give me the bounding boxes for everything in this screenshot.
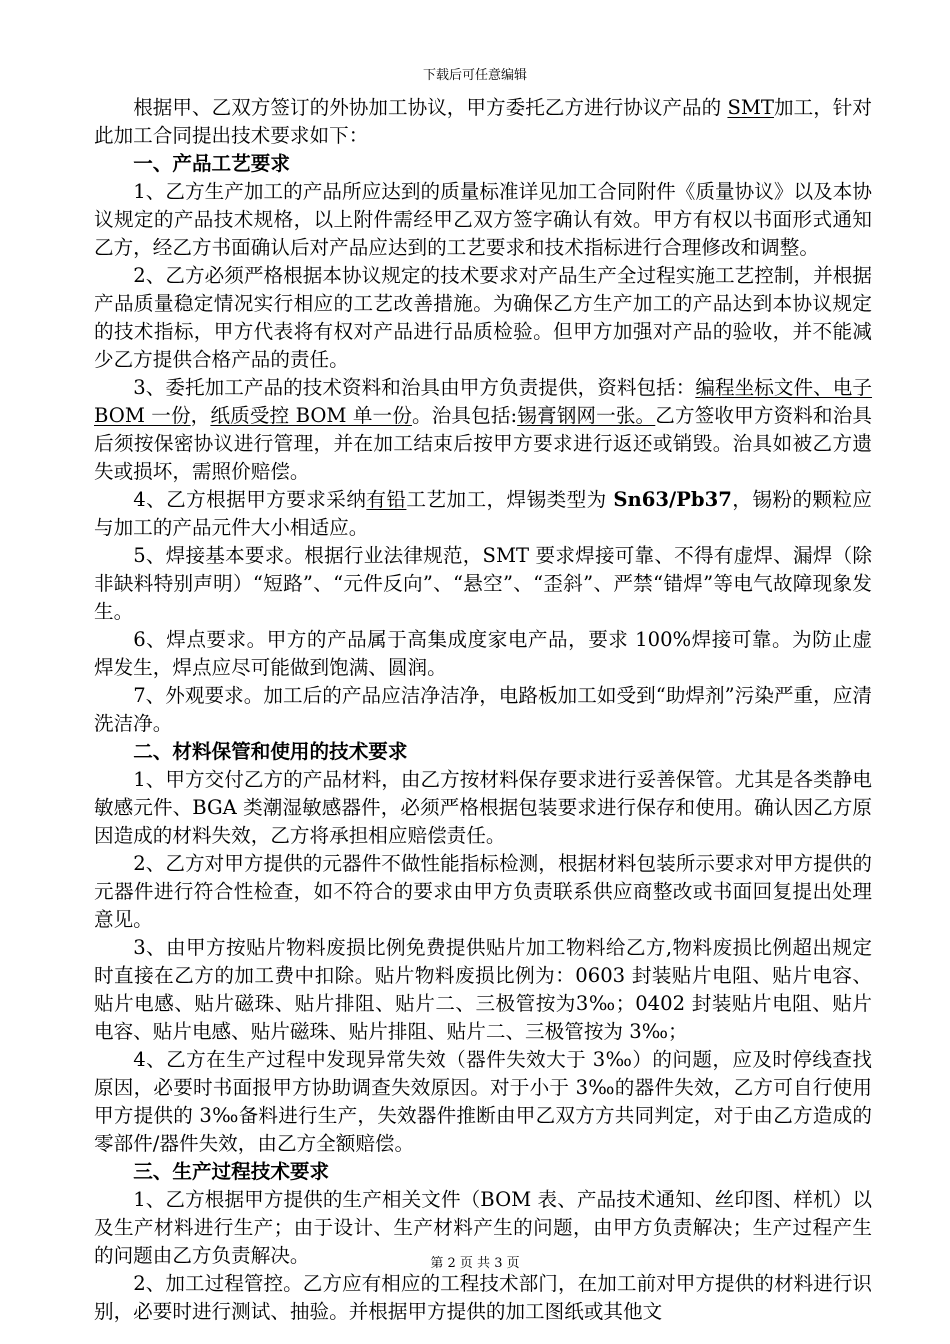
section-2-para-3: 3、由甲方按贴片物料废损比例免费提供贴片加工物料给乙方,物料废损比例超出规定时直接在乙方的加工费中扣除。贴片物料废损比例为：0603 封装贴片电阻、贴片电容、贴片电感、贴片磁珠、贴片排阻、贴片二、三极管按为3‰；0402 封装贴片电阻、贴片电容、贴片电感、贴片磁珠、贴片排阻、贴片二、三极管按为 3‰；: [94, 936, 872, 1043]
section-3-para-1: 1、乙方根据甲方提供的生产相关文件（BOM 表、产品技术通知、丝印图、样机）以及生产材料进行生产；由于设计、生产材料产生的问题，由甲方负责解决；生产过程产生的问题由乙方负责解决。: [94, 1188, 872, 1267]
smt-term: SMT: [727, 96, 774, 119]
section-3-para-2: 2、加工过程管控。乙方应有相应的工程技术部门，在加工前对甲方提供的材料进行识别，必要时进行测试、抽验。并根据甲方提供的加工图纸或其他文: [94, 1272, 872, 1323]
page-header: 下载后可任意编辑: [422, 68, 527, 83]
section-3-heading: 三、生产过程技术要求: [133, 1160, 330, 1183]
section-1-para-5: 5、焊接基本要求。根据行业法律规范，SMT 要求焊接可靠、不得有虚焊、漏焊（除非缺料特别声明）“短路”、“元件反向”、“悬空”、“歪斜”、严禁“错焊”等电气故障现象发生。: [94, 544, 872, 623]
section-1-para-6: 6、焊点要求。甲方的产品属于高集成度家电产品，要求 100%焊接可靠。为防止虚焊发生，焊点应尽可能做到饱满、圆润。: [94, 628, 872, 679]
document-body: [94, 94, 872, 1326]
section-1-para-3: 3、委托加工产品的技术资料和治具由甲方负责提供，资料包括：编程坐标文件、电子 BOM 一份，纸质受控 BOM 单一份。治具包括:锡膏钢网一张。乙方签收甲方资料和治具后须按保密协议进行管理，并在加工结束后按甲方要求进行返还或销毁。治具如被乙方遗失或损坏，需照价赔偿。: [94, 376, 873, 483]
section-1-para-2: 2、乙方必须严格根据本协议规定的技术要求对产品生产全过程实施工艺控制，并根据产品质量稳定情况实行相应的工艺改善措施。为确保乙方生产加工的产品达到本协议规定的技术指标，甲方代表将有权对产品进行品质检验。但甲方加强对产品的验收，并不能减少乙方提供合格产品的责任。: [94, 264, 872, 371]
section-1-para-4: 4、乙方根据甲方要求采纳有铅工艺加工，焊锡类型为 Sn63/Pb37，锡粉的颗粒应与加工的产品元件大小相适应。: [94, 488, 873, 539]
section-2-para-1: 1、甲方交付乙方的产品材料，由乙方按材料保存要求进行妥善保管。尤其是各类静电敏感元件、BGA 类潮湿敏感器件，必须严格根据包装要求进行保存和使用。确认因乙方原因造成的材料失效，乙方将承担相应赔偿责任。: [94, 768, 872, 847]
intro-paragraph: 根据甲、乙双方签订的外协加工协议，甲方委托乙方进行协议产品的 SMT加工，针对此加工合同提出技术要求如下：: [94, 96, 873, 147]
section-2-para-2: 2、乙方对甲方提供的元器件不做性能指标检测，根据材料包装所示要求对甲方提供的元器件进行符合性检查，如不符合的要求由甲方负责联系供应商整改或书面回复提出处理意见。: [94, 852, 872, 931]
section-1-para-1: 1、乙方生产加工的产品所应达到的质量标准详见加工合同附件《质量协议》以及本协议规定的产品技术规格，以上附件需经甲乙双方签字确认有效。甲方有权以书面形式通知乙方，经乙方书面确认后对产品应达到的工艺要求和技术指标进行合理修改和调整。: [94, 180, 872, 259]
section-2-para-4: 4、乙方在生产过程中发现异常失效（器件失效大于 3‰）的问题，应及时停线查找原因，必要时书面报甲方协助调查失效原因。对于小于 3‰的器件失效，乙方可自行使用甲方提供的 3‰备料进行生产，失效器件推断由甲乙双方方共同判定，对于由乙方造成的零部件/器件失效，由乙方全额赔偿。: [94, 1048, 872, 1155]
section-1-para-7: 7、外观要求。加工后的产品应洁净洁净，电路板加工如受到“助焊剂”污染严重，应清洗洁净。: [94, 684, 872, 735]
page-footer: 第 2 页 共 3 页: [430, 1256, 520, 1271]
section-2-heading: 二、材料保管和使用的技术要求: [133, 740, 408, 763]
section-1-heading: 一、产品工艺要求: [133, 152, 290, 175]
